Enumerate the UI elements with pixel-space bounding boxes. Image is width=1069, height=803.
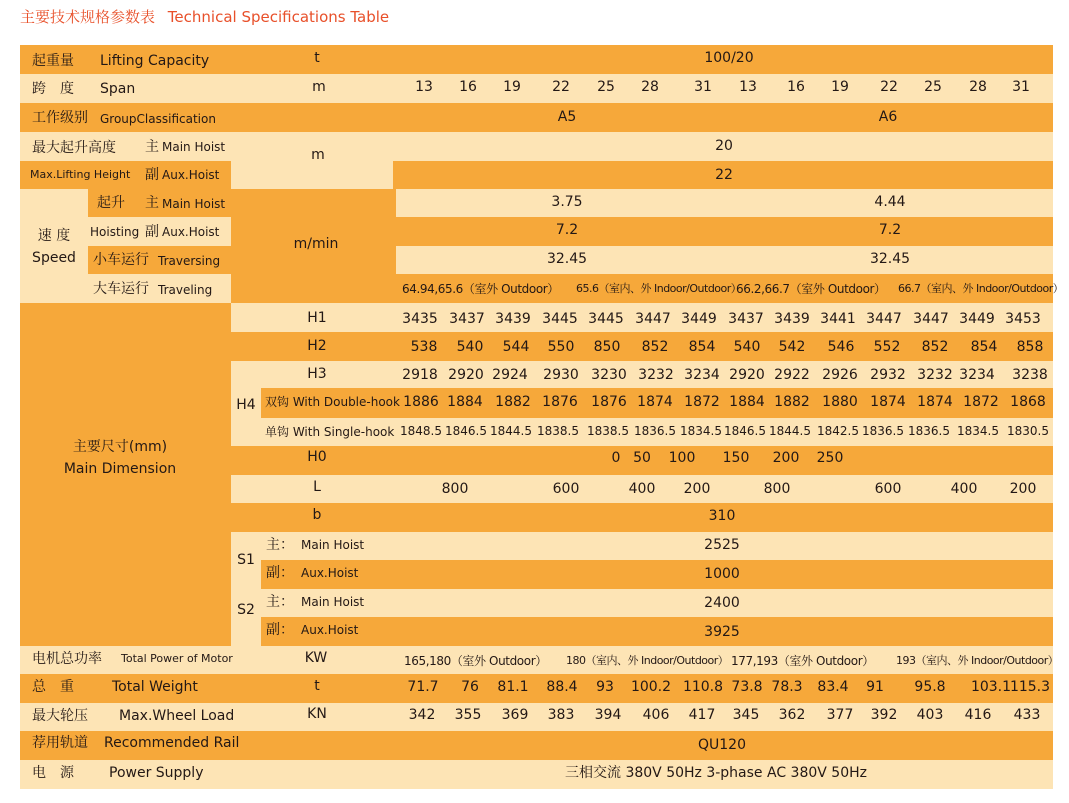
- h2-value: 552: [873, 339, 901, 355]
- speed-unit: m/min: [293, 236, 339, 252]
- span-value: 31: [694, 79, 712, 95]
- rail-value: QU120: [698, 737, 746, 753]
- h4-single-label: 单钩 With Single-hook: [265, 425, 395, 439]
- h2-value: 550: [547, 339, 575, 355]
- speed-hoist-zh: 起升: [97, 195, 125, 211]
- speed-aux-zh: 副: [145, 224, 159, 240]
- span-value: 16: [459, 79, 477, 95]
- capacity-value: 100/20: [704, 50, 754, 66]
- height-main-en: Main Hoist: [162, 140, 226, 154]
- speed-aux-a5: 7.2: [555, 222, 579, 238]
- h3-value: 2932: [870, 367, 906, 383]
- h4d-value: 1874: [917, 394, 953, 410]
- band-s-label: [231, 532, 261, 646]
- h3-value: 3238: [1012, 367, 1048, 383]
- power-label-zh: 电机总功率: [32, 651, 102, 667]
- speed-aux-en: Aux.Hoist: [162, 225, 220, 239]
- span-value: 16: [787, 79, 805, 95]
- weight-value: 78.3: [771, 679, 803, 695]
- h1-value: 3441: [820, 311, 856, 327]
- power-value-3: 177,193（室外 Outdoor）: [731, 654, 874, 668]
- s1-label: S1: [237, 552, 255, 568]
- table-title: [20, 6, 397, 27]
- weight-value: 103.1: [970, 679, 1012, 695]
- h4-double-label: 双钩 With Double-hook: [265, 395, 400, 409]
- h4d-value: 1884: [447, 394, 483, 410]
- h0-value: 200: [772, 450, 800, 466]
- band-height-aux-unit: [231, 161, 393, 189]
- h4d-value: 1884: [729, 394, 765, 410]
- wheel-value: 392: [870, 707, 898, 723]
- s1-main-en: Main Hoist: [301, 538, 365, 552]
- group-label-en: GroupClassification: [100, 112, 216, 126]
- b-label: b: [312, 507, 322, 523]
- h4s-value: 1838.5: [537, 424, 579, 438]
- h4s-value: 1838.5: [587, 424, 629, 438]
- weight-value: 95.8: [914, 679, 946, 695]
- speed-main-zh: 主: [145, 195, 159, 211]
- wheel-value: 369: [501, 707, 529, 723]
- speed-label-en: Speed: [32, 250, 76, 266]
- speed-travel-4: 66.7（室内、外 Indoor/Outdoor）: [898, 282, 1064, 295]
- capacity-label-zh: 起重量: [32, 53, 74, 69]
- h3-label: H3: [307, 366, 327, 382]
- h4d-value: 1868: [1010, 394, 1046, 410]
- height-main-value: 20: [715, 138, 733, 154]
- h4s-value: 1830.5: [1007, 424, 1049, 438]
- h3-value: 2922: [774, 367, 810, 383]
- span-unit: m: [312, 79, 326, 95]
- b-value: 310: [708, 508, 736, 524]
- h2-value: 858: [1016, 339, 1044, 355]
- L-value: 800: [441, 481, 469, 497]
- supply-value: 三相交流 380V 50Hz 3-phase AC 380V 50Hz: [565, 765, 867, 781]
- weight-value: 73.8: [731, 679, 763, 695]
- speed-travel-3: 66.2,66.7（室外 Outdoor）: [736, 282, 886, 296]
- weight-value: 81.1: [497, 679, 529, 695]
- title-zh: 主要技术规格参数表: [20, 8, 156, 26]
- height-label-en: Max.Lifting Height: [30, 168, 131, 181]
- height-label-zh: 最大起升高度: [32, 140, 116, 156]
- h2-value: 852: [921, 339, 949, 355]
- h0-value: 150: [722, 450, 750, 466]
- span-value: 13: [415, 79, 433, 95]
- supply-label-en: Power Supply: [109, 765, 204, 781]
- dimension-label-en: Main Dimension: [63, 461, 177, 477]
- wheel-value: 355: [454, 707, 482, 723]
- s2-label: S2: [237, 602, 255, 618]
- h4d-value: 1874: [870, 394, 906, 410]
- weight-value: 91: [866, 679, 884, 695]
- weight-value: 76: [461, 679, 479, 695]
- s2-aux-value: 3925: [704, 624, 740, 640]
- wheel-label-en: Max.Wheel Load: [119, 708, 235, 724]
- s1-main-value: 2525: [704, 537, 740, 553]
- weight-label-en: Total Weight: [112, 679, 198, 695]
- h4s-value: 1834.5: [957, 424, 999, 438]
- h3-value: 3232: [638, 367, 674, 383]
- h4d-value: 1874: [637, 394, 673, 410]
- h4d-value: 1876: [591, 394, 627, 410]
- speed-aux-a6: 7.2: [878, 222, 902, 238]
- height-main-zh: 主: [145, 139, 159, 155]
- h2-label: H2: [307, 338, 327, 354]
- s2-main-en: Main Hoist: [301, 595, 365, 609]
- L-value: 400: [628, 481, 656, 497]
- power-value-1: 165,180（室外 Outdoor）: [404, 654, 547, 668]
- speed-hoist-en: Hoisting: [90, 225, 140, 239]
- s1-main-zh: 主：: [266, 537, 294, 553]
- wheel-value: 345: [732, 707, 760, 723]
- band-s2-aux: [261, 617, 1053, 646]
- span-value: 25: [924, 79, 942, 95]
- h3-value: 2930: [543, 367, 579, 383]
- span-value: 28: [641, 79, 659, 95]
- h2-value: 538: [410, 339, 438, 355]
- h1-value: 3447: [913, 311, 949, 327]
- group-a5: A5: [557, 109, 577, 125]
- group-label-zh: 工作级别: [32, 110, 88, 126]
- h1-value: 3453: [1005, 311, 1041, 327]
- speed-trav-zh: 小车运行: [93, 252, 149, 268]
- h1-value: 3447: [866, 311, 902, 327]
- L-value: 600: [874, 481, 902, 497]
- height-aux-value: 22: [715, 167, 733, 183]
- weight-value: 115.3: [1009, 679, 1051, 695]
- height-aux-en: Aux.Hoist: [162, 168, 220, 182]
- speed-trav-a5: 32.45: [546, 251, 588, 267]
- h3-value: 2924: [492, 367, 528, 383]
- weight-value: 93: [596, 679, 614, 695]
- h1-label: H1: [307, 310, 327, 326]
- band-span: [20, 74, 1053, 103]
- weight-value: 71.7: [407, 679, 439, 695]
- wheel-value: 403: [916, 707, 944, 723]
- wheel-label-zh: 最大轮压: [32, 708, 88, 724]
- span-value: 13: [739, 79, 757, 95]
- h1-value: 3437: [728, 311, 764, 327]
- dimension-label-zh: 主要尺寸(mm): [72, 439, 168, 455]
- h1-value: 3449: [959, 311, 995, 327]
- span-value: 22: [552, 79, 570, 95]
- h0-value: 50: [633, 450, 651, 466]
- height-unit: m: [311, 147, 325, 163]
- s2-main-zh: 主：: [266, 594, 294, 610]
- h4d-value: 1882: [774, 394, 810, 410]
- h4s-value: 1836.5: [634, 424, 676, 438]
- speed-travel-zh: 大车运行: [93, 281, 149, 297]
- speed-travel-2: 65.6（室内、外 Indoor/Outdoor）: [576, 282, 742, 295]
- span-value: 28: [969, 79, 987, 95]
- h2-value: 854: [970, 339, 998, 355]
- h3-value: 2920: [729, 367, 765, 383]
- speed-label-zh: 速 度: [37, 228, 71, 244]
- h2-value: 542: [778, 339, 806, 355]
- span-value: 22: [880, 79, 898, 95]
- L-label: L: [313, 479, 321, 495]
- s2-main-value: 2400: [704, 595, 740, 611]
- power-value-4: 193（室内、外 Indoor/Outdoor）: [896, 654, 1059, 667]
- title-en: Technical Specifications Table: [167, 8, 390, 26]
- h4d-value: 1872: [684, 394, 720, 410]
- h4s-value: 1846.5: [445, 424, 487, 438]
- speed-trav-en: Traversing: [158, 254, 221, 268]
- h1-value: 3445: [542, 311, 578, 327]
- band-s1-aux: [261, 560, 1053, 589]
- weight-value: 88.4: [546, 679, 578, 695]
- power-unit: KW: [304, 650, 328, 666]
- band-s1-main: [261, 532, 1053, 560]
- weight-unit: t: [314, 678, 320, 694]
- h0-value: 250: [816, 450, 844, 466]
- supply-label-zh: 电 源: [32, 765, 74, 781]
- h4d-value: 1886: [403, 394, 439, 410]
- capacity-unit: t: [314, 50, 320, 66]
- L-value: 600: [552, 481, 580, 497]
- h1-value: 3435: [402, 311, 438, 327]
- capacity-label-en: Lifting Capacity: [100, 53, 210, 69]
- weight-value: 110.8: [682, 679, 724, 695]
- s2-aux-en: Aux.Hoist: [301, 623, 359, 637]
- wheel-value: 417: [688, 707, 716, 723]
- h3-value: 2920: [448, 367, 484, 383]
- h4d-value: 1872: [963, 394, 999, 410]
- span-value: 19: [831, 79, 849, 95]
- span-value: 25: [597, 79, 615, 95]
- h1-value: 3439: [495, 311, 531, 327]
- h3-value: 3230: [591, 367, 627, 383]
- s1-aux-value: 1000: [704, 566, 740, 582]
- speed-travel-en: Traveling: [158, 283, 213, 297]
- h2-value: 852: [641, 339, 669, 355]
- h3-value: 2918: [402, 367, 438, 383]
- wheel-value: 416: [964, 707, 992, 723]
- wheel-value: 433: [1013, 707, 1041, 723]
- h3-value: 3232: [917, 367, 953, 383]
- h4s-value: 1844.5: [490, 424, 532, 438]
- wheel-unit: KN: [307, 706, 327, 722]
- h0-value: 100: [668, 450, 696, 466]
- h2-value: 544: [502, 339, 530, 355]
- s1-aux-zh: 副：: [266, 565, 294, 581]
- h4d-value: 1876: [542, 394, 578, 410]
- h1-value: 3437: [449, 311, 485, 327]
- h2-value: 850: [593, 339, 621, 355]
- height-aux-zh: 副: [145, 167, 159, 183]
- band-speed-val-2: [396, 217, 1053, 246]
- h4d-value: 1880: [822, 394, 858, 410]
- h4s-value: 1836.5: [862, 424, 904, 438]
- weight-value: 100.2: [630, 679, 672, 695]
- speed-trav-a6: 32.45: [869, 251, 911, 267]
- band-speed-left: [20, 189, 88, 303]
- h3-value: 2926: [822, 367, 858, 383]
- band-speed-val-1: [396, 189, 1053, 217]
- h0-value: 0: [611, 450, 621, 466]
- weight-label-zh: 总 重: [32, 679, 74, 695]
- L-value: 200: [683, 481, 711, 497]
- wheel-value: 383: [547, 707, 575, 723]
- weight-value: 83.4: [817, 679, 849, 695]
- power-label-en: Total Power of Motor: [121, 652, 233, 665]
- h4s-value: 1836.5: [908, 424, 950, 438]
- h1-value: 3445: [588, 311, 624, 327]
- h2-value: 540: [733, 339, 761, 355]
- wheel-value: 377: [826, 707, 854, 723]
- h4s-value: 1848.5: [400, 424, 442, 438]
- L-value: 200: [1009, 481, 1037, 497]
- L-value: 800: [763, 481, 791, 497]
- wheel-value: 394: [594, 707, 622, 723]
- h4s-value: 1846.5: [724, 424, 766, 438]
- h1-value: 3439: [774, 311, 810, 327]
- h0-label: H0: [307, 449, 327, 465]
- h3-value: 3234: [959, 367, 995, 383]
- h1-value: 3449: [681, 311, 717, 327]
- s1-aux-en: Aux.Hoist: [301, 566, 359, 580]
- rail-label-en: Recommended Rail: [104, 735, 240, 751]
- h2-value: 546: [827, 339, 855, 355]
- h3-value: 3234: [684, 367, 720, 383]
- h4s-value: 1842.5: [817, 424, 859, 438]
- h4s-value: 1834.5: [680, 424, 722, 438]
- s2-aux-zh: 副：: [266, 622, 294, 638]
- h2-value: 540: [456, 339, 484, 355]
- band-s2-main: [261, 589, 1053, 617]
- speed-main-en: Main Hoist: [162, 197, 226, 211]
- span-value: 31: [1012, 79, 1030, 95]
- h4d-value: 1882: [495, 394, 531, 410]
- h2-value: 854: [688, 339, 716, 355]
- span-label-en: Span: [100, 81, 136, 97]
- span-label-zh: 跨 度: [32, 81, 74, 97]
- h4s-value: 1844.5: [769, 424, 811, 438]
- h4-label: H4: [236, 397, 256, 413]
- wheel-value: 406: [642, 707, 670, 723]
- L-value: 400: [950, 481, 978, 497]
- speed-main-a6: 4.44: [874, 194, 906, 210]
- band-b: [231, 503, 1053, 532]
- group-a6: A6: [878, 109, 898, 125]
- speed-travel-1: 64.94,65.6（室外 Outdoor）: [402, 282, 559, 296]
- band-speed-val-3: [396, 246, 1053, 274]
- wheel-value: 342: [408, 707, 436, 723]
- speed-main-a5: 3.75: [551, 194, 583, 210]
- rail-label-zh: 荐用轨道: [32, 735, 88, 751]
- wheel-value: 362: [778, 707, 806, 723]
- span-value: 19: [503, 79, 521, 95]
- h1-value: 3447: [635, 311, 671, 327]
- power-value-2: 180（室内、外 Indoor/Outdoor）: [566, 654, 729, 667]
